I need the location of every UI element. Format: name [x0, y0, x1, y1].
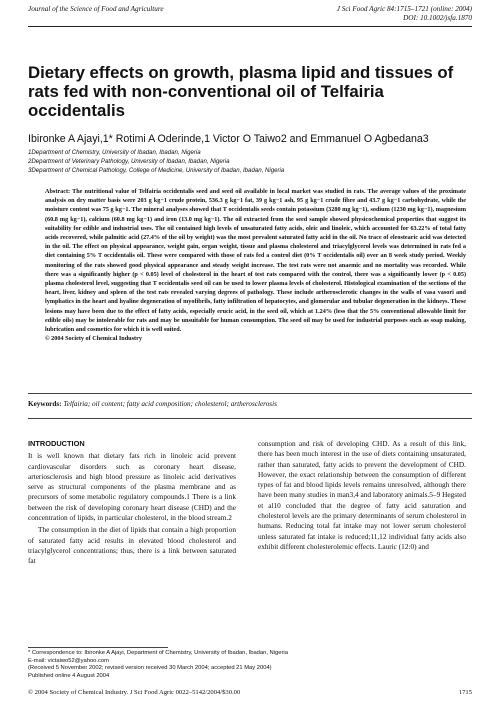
- abstract: [45, 187, 466, 343]
- journal-name: Journal of the Science of Food and Agriculture: [28, 5, 164, 13]
- abstract-copyright: © 2004 Society of Chemical Industry: [45, 335, 142, 343]
- correspondence: * Correspondence to: Ibironke A Ajayi, Department of Chemistry, University of Ibadan, Ibadan, Nigeria: [28, 650, 288, 656]
- intro-paragraph-2: The consumption in the diet of lipids that contain a high proportion of saturated fatty acid results in elevated blood cholesterol and triacylglycerol concentrations; thus, there is a link between saturated fat: [28, 525, 236, 566]
- footnotes: [28, 650, 288, 680]
- keywords-rule-bottom: [28, 418, 472, 419]
- intro-heading: INTRODUCTION: [28, 439, 85, 448]
- right-column: [258, 439, 466, 552]
- copyright-line: © 2004 Society of Chemical Industry. J Sci Food Agric 0022–5142/2004/$30.00: [28, 689, 241, 696]
- abstract-text: Abstract: The nutritional value of Telfairia occidentalis seed and seed oil available in local market was studied in rats. The average values of the proximate analysis on dry matter basis were 203 g kg−1 crude protein, 536.3 g kg−1 fat, 39 g kg−1 ash, 95 g kg−1 crude fibre and 43.7 g kg−1 carbohydrate, while the moisture content was 75 g kg−1. The mineral analyses showed that T occidentalis seeds contain potassium (3280 mg kg−1), sodium (1230 mg kg−1), magnesium (60.8 mg kg−1), calcium (60.8 mg kg−1) and iron (13.0 mg kg−1). The oil extracted from the seed sample showed physicochemical properties that suggest its suitability for edible and industrial uses. The oil contained high levels of unsaturated fatty acids, oleic and linoleic, which accounted for 63.22% of total fatty acids recovered, while palmitic acid (27.4% of the oil by weight) was the most prevalent saturated fatty acid in the oil. No trace of eleostearic acid was detected in the oil. The effect on physical appearance, weight gain, organ weight, tissue and plasma cholesterol and triacylglycerol levels was determined in rats fed a diet containing 5% T occidentalis oil. These were compared with those of rats fed a control diet (0% T occidentalis oil) over an 8 week study period. Weekly monitoring of the rats showed good physical appearance and steady weight increase. The test rats were not anaemic and no mortality was recorded. While there was a significantly higher (p < 0.05) level of cholesterol in the heart of test rats compared with the control, there was a significantly lower (p < 0.05) plasma cholesterol level, suggesting that T occidentalis seed oil can be used to lower plasma levels of cholesterol. Histological examination of the sections of the heart, liver, kidney and spleen of the test rats revealed varying degrees of pathology. These include artherosclerotic changes in the walls of vasa vasori and lymphatics in the heart and hyaline degeneration of myofibrils, fatty infiltration of hepatocytes, and glomerular and tubular degeneration in the kidneys. These lesions may have been due to the effect of fatty acids, especially erucic acid, in the seed oil, which at 1.24% (less that the 5% conventional allowable limit for edible oils) may be intolerable for rats and may be unsuitable for human consumption. The seed oil may be used for industrial purposes such as soap making, lubrication and cosmetics for which it is well suited.: [45, 188, 466, 334]
- header-rule: [28, 26, 472, 27]
- paper-title: Dietary effects on growth, plasma lipid and tissues of rats fed with non-conventional oil of Telfairia occidentalis: [28, 63, 454, 120]
- page-number: 1715: [458, 689, 472, 696]
- affiliations: [28, 148, 284, 176]
- keywords-label: Keywords:: [28, 400, 62, 408]
- keywords: [28, 400, 277, 408]
- intro-paragraph-1: It is well known that dietary fats rich in linoleic acid prevent cardiovascular disorders such as coronary heart disease, arteriosclerosis and high blood pressure as linoleic acid derivatives serve as structural components of the plasma membrane and as precursors of some metabolic regulatory compounds.1 There is a link between the risk of developing coronary heart disease (CHD) and the concentration of lipids, in particular cholesterol, in the blood stream.2: [28, 451, 236, 523]
- left-column: [28, 439, 236, 567]
- affiliation-1: 1Department of Chemistry, University of Ibadan, Ibadan, Nigeria: [28, 149, 201, 156]
- author-list: Ibironke A Ajayi,1* Rotimi A Oderinde,1 Victor O Taiwo2 and Emmanuel O Agbedana3: [28, 133, 429, 145]
- affiliation-3: 3Department of Chemical Pathology, College of Medicine, University of Ibadan, Ibadan, Nigeria: [28, 167, 285, 175]
- citation-header: [337, 5, 472, 23]
- email: E-mail: victaiwo52@yahoo.com: [28, 657, 109, 664]
- footnote-rule: [28, 647, 168, 648]
- received-dates: (Received 5 November 2002; revised version received 30 March 2004; accepted 21 May 2004): [28, 665, 272, 672]
- right-column-text: consumption and risk of developing CHD. As a result of this link, there has been much interest in the use of diets containing unsaturated, rather than saturated, fatty acids to prevent the development of CHD. However, the exact relationship between the consumption of different types of fat and blood lipids levels remains unresolved, although there have been many studies in man3,4 and laboratory animals.5–9 Hegsted et al10 concluded that the degree of fatty acid saturation and cholesterol levels are the primary determinants of serum cholesterol in humans. Reducing total fat intake may not lower serum cholesterol unless saturated fat intake is reduced;11,12 individual fatty acids also exhibit different cholesterolemic effects. Lauric (12:0) and: [258, 439, 466, 551]
- citation: J Sci Food Agric 84:1715–1721 (online: 2004): [336, 5, 472, 13]
- doi: DOI: 10.1002/jsfa.1870: [403, 14, 472, 22]
- published-date: Published online 4 August 2004: [28, 672, 110, 679]
- keywords-list: Telfairia; oil content; fatty acid composition; cholesterol; artherosclerosis: [63, 400, 277, 408]
- keywords-rule-top: [28, 393, 472, 394]
- affiliation-2: 2Department of Veterinary Pathology, University of Ibadan, Ibadan, Nigeria: [28, 158, 230, 166]
